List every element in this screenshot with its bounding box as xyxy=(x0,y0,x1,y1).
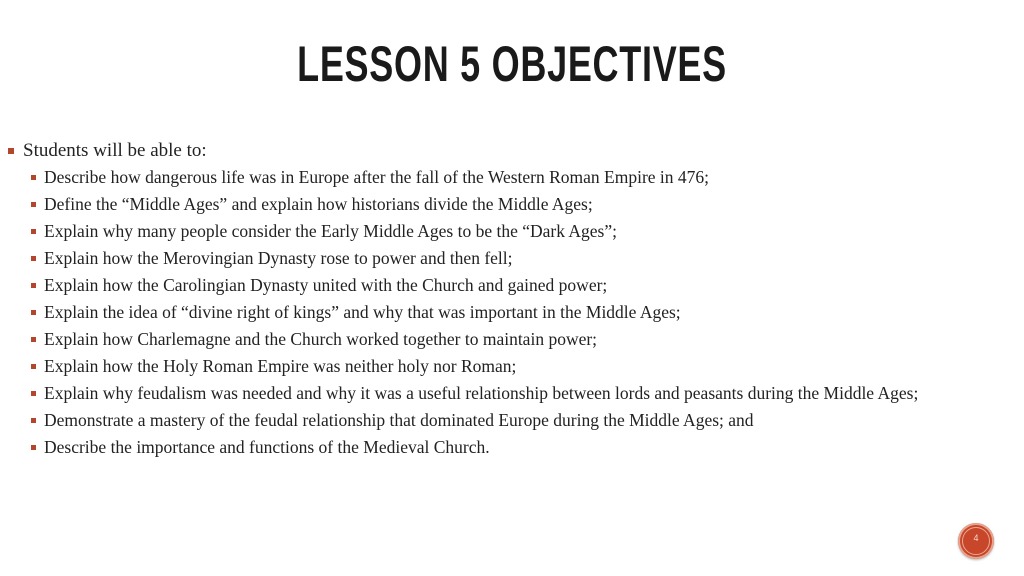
objective-item xyxy=(31,194,1001,215)
square-bullet-icon xyxy=(31,229,36,234)
objective-text: Explain how the Merovingian Dynasty rose to power and then fell; xyxy=(44,248,513,268)
objective-item xyxy=(31,329,1001,350)
slide-number: 4 xyxy=(973,533,979,543)
square-bullet-icon xyxy=(31,256,36,261)
objective-text: Explain how the Carolingian Dynasty united with the Church and gained power; xyxy=(44,275,608,295)
objective-items xyxy=(8,167,1008,458)
slide-number-badge[interactable] xyxy=(958,523,994,559)
square-bullet-icon xyxy=(31,175,36,180)
square-bullet-icon xyxy=(31,364,36,369)
objective-item xyxy=(31,248,1001,269)
square-bullet-icon xyxy=(31,418,36,423)
objective-text: Explain the idea of “divine right of kings” and why that was important in the Middle Ages; xyxy=(44,302,681,322)
objective-text: Describe how dangerous life was in Europe after the fall of the Western Roman Empire in 476; xyxy=(44,167,710,187)
square-bullet-icon xyxy=(31,283,36,288)
objective-item xyxy=(31,221,1001,242)
objective-text: Define the “Middle Ages” and explain how historians divide the Middle Ages; xyxy=(44,194,593,214)
objective-item xyxy=(31,302,1001,323)
square-bullet-icon xyxy=(8,148,14,154)
intro-text: Students will be able to: xyxy=(23,140,207,161)
square-bullet-icon xyxy=(31,445,36,450)
objectives-list xyxy=(8,139,1008,464)
square-bullet-icon xyxy=(31,337,36,342)
square-bullet-icon xyxy=(31,391,36,396)
square-bullet-icon xyxy=(31,310,36,315)
square-bullet-icon xyxy=(31,202,36,207)
slide-title: LESSON 5 OBJECTIVES xyxy=(297,36,727,92)
objective-item xyxy=(31,356,1001,377)
objective-text: Explain why feudalism was needed and why it was a useful relationship between lords and peasants during the Middle Ages; xyxy=(44,383,919,403)
objective-text: Describe the importance and functions of the Medieval Church. xyxy=(44,437,490,457)
objective-item xyxy=(31,275,1001,296)
objective-text: Explain how the Holy Roman Empire was neither holy nor Roman; xyxy=(44,356,517,376)
intro-item xyxy=(8,139,1008,163)
objective-text: Demonstrate a mastery of the feudal relationship that dominated Europe during the Middle Ages; and xyxy=(44,410,754,430)
objective-text: Explain how Charlemagne and the Church worked together to maintain power; xyxy=(44,329,598,349)
objective-item xyxy=(31,410,1001,431)
objective-item xyxy=(31,383,1001,404)
objective-text: Explain why many people consider the Early Middle Ages to be the “Dark Ages”; xyxy=(44,221,617,241)
objective-item xyxy=(31,167,1001,188)
objective-item xyxy=(31,437,1001,458)
